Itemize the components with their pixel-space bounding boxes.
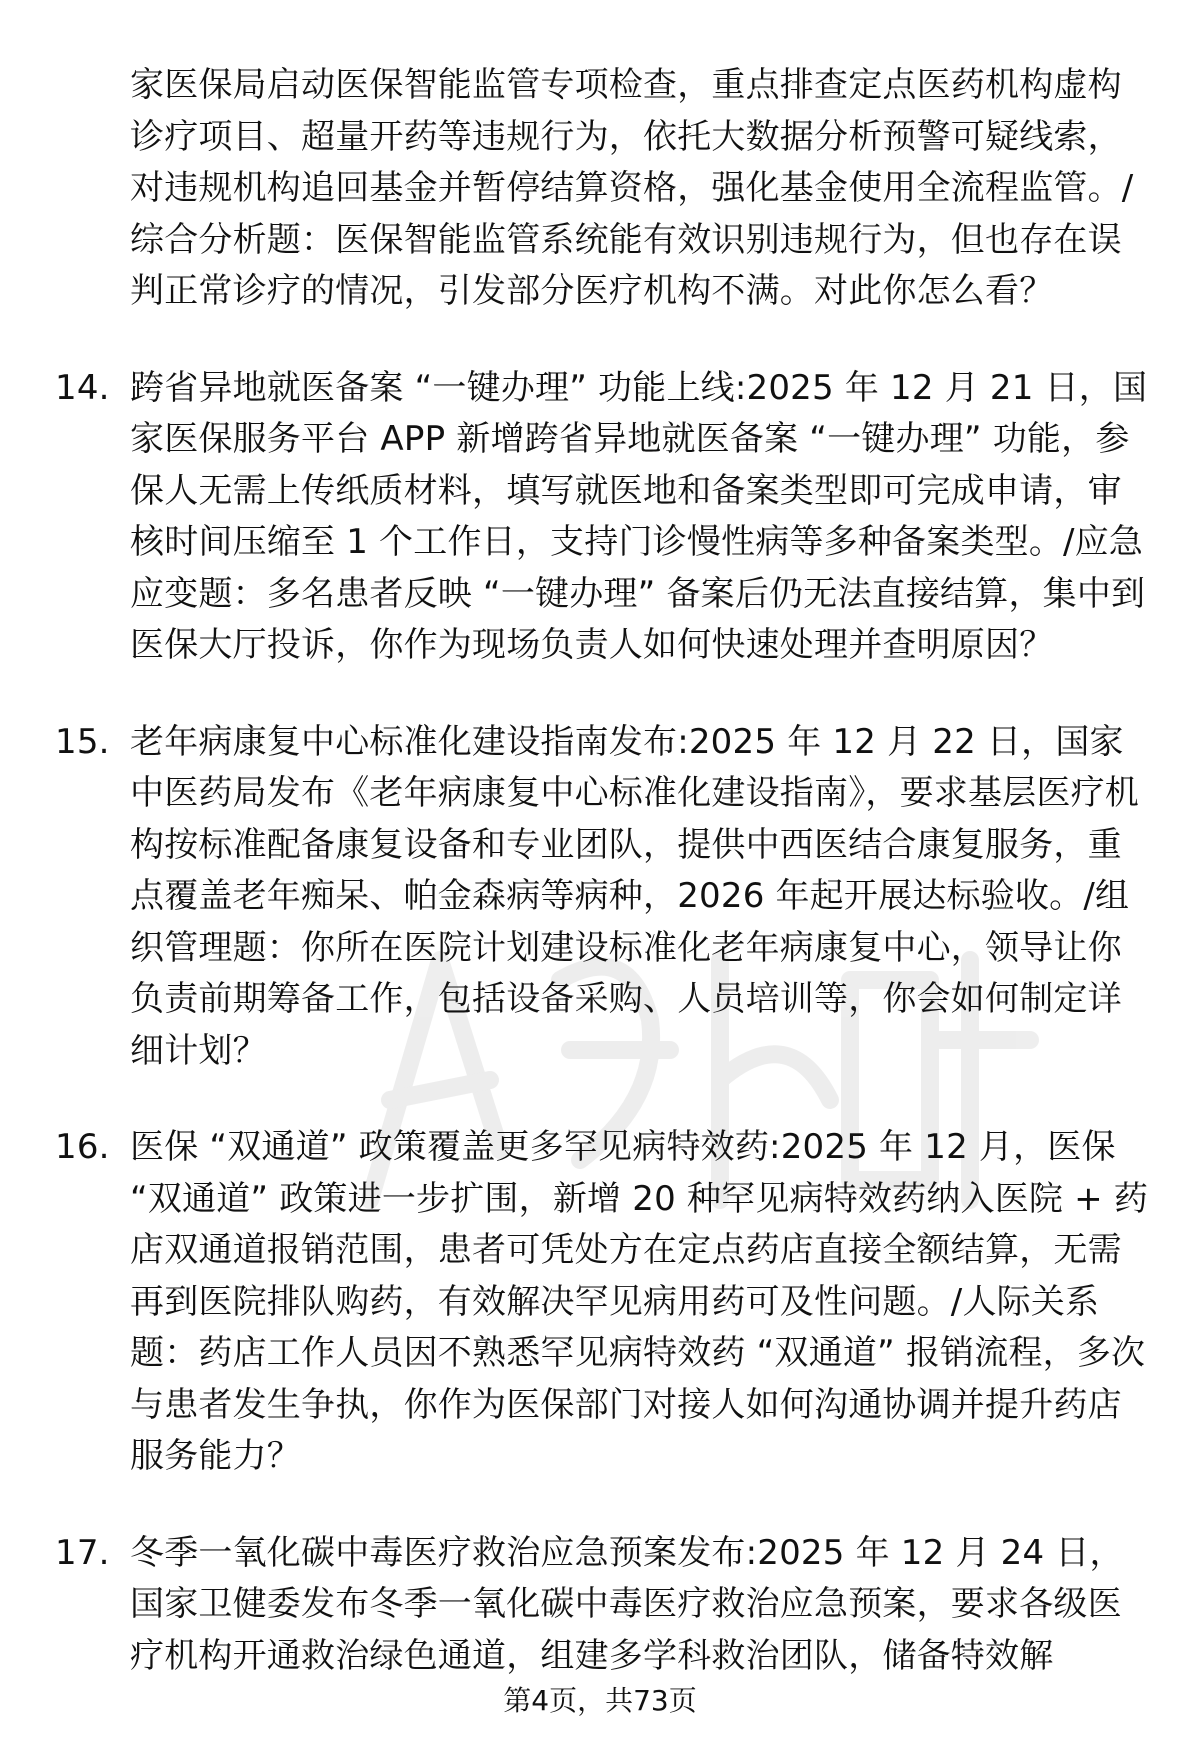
item-number: 16. [55,1127,110,1167]
list-item [0,717,1150,1078]
list-item [0,1122,1150,1483]
item-text: 跨省异地就医备案 “一键办理” 功能上线:2025 年 12 月 21 日，国家医保服务平台 APP 新增跨省异地就医备案 “一键办理” 功能，参保人无需上传纸质材料，填写就医地和备案类型即可完成申请，审核时间压缩至 1 个工作日，支持门诊慢性病等多种备案类型。/应急应变题：多名患者反映 “一键办理” 备案后仍无法直接结算，集中到医保大厅投诉，你作为现场负责人如何快速处理并查明原因？ [130,367,1148,665]
item-text: 医保 “双通道” 政策覆盖更多罕见病特效药:2025 年 12 月，医保 “双通道” 政策进一步扩围，新增 20 种罕见病特效药纳入医院 + 药店双通道报销范围，患者可凭处方在定点药店直接全额结算，无需再到医院排队购药，有效解决罕见病用药可及性问题。/人际关系题：药店工作人员因不熟悉罕见病特效药 “双通道” 报销流程，多次与患者发生争执，你作为医保部门对接人如何沟通协调并提升药店服务能力？ [130,1127,1149,1476]
document-body [0,60,1200,1727]
item-number: 14. [55,367,110,408]
item-number: 15. [55,721,110,762]
item-number: 17. [55,1532,110,1573]
list-item [0,363,1150,672]
item-text: 冬季一氧化碳中毒医疗救治应急预案发布:2025 年 12 月 24 日，国家卫健委发布冬季一氧化碳中毒医疗救治应急预案，要求各级医疗机构开通救治绿色通道，组建多学科救治团队，储备特效解 [130,1532,1124,1676]
list-item [0,1528,1150,1683]
page-footer: 第4页，共73页 [503,1684,697,1717]
item-text: 老年病康复中心标准化建设指南发布:2025 年 12 月 22 日，国家中医药局发布《老年病康复中心标准化建设指南》，要求基层医疗机构按标准配备康复设备和专业团队，提供中西医结合康复服务，重点覆盖老年痴呆、帕金森病等病种，2026 年起开展达标验收。/组织管理题：你所在医院计划建设标准化老年病康复中心，领导让你负责前期筹备工作，包括设备采购、人员培训等，你会如何制定详细计划？ [130,721,1139,1071]
continuation-paragraph: 家医保局启动医保智能监管专项检查，重点排查定点医药机构虚构诊疗项目、超量开药等违规行为，依托大数据分析预警可疑线索，对违规机构追回基金并暂停结算资格，强化基金使用全流程监管。/综合分析题：医保智能监管系统能有效识别违规行为，但也存在误判正常诊疗的情况，引发部分医疗机构不满。对此你怎么看？ [130,65,1134,311]
